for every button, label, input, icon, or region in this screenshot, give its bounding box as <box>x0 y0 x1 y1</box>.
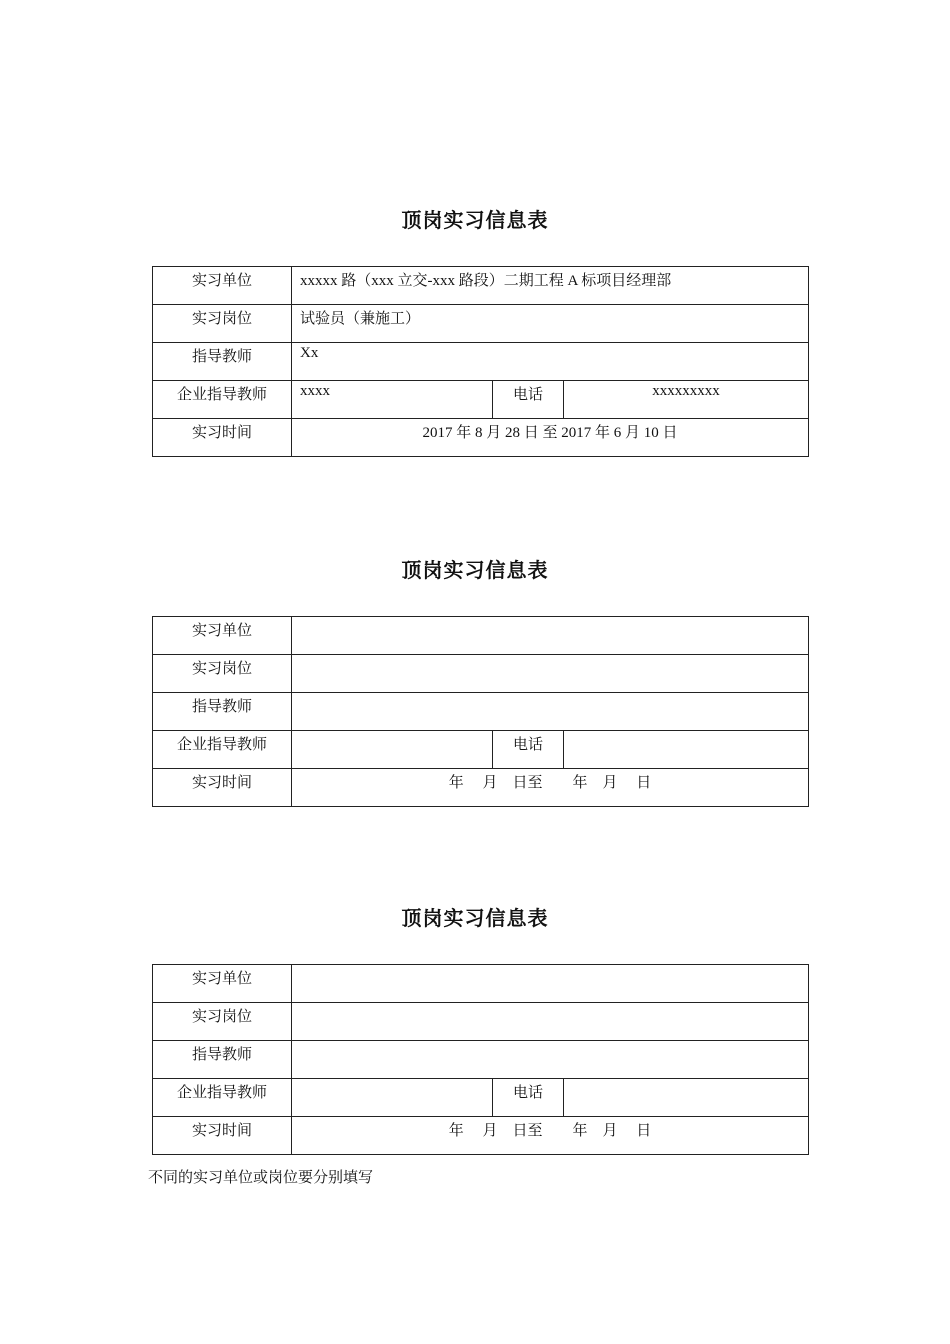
label-teacher: 指导教师 <box>153 693 292 731</box>
label-phone: 电话 <box>493 381 564 419</box>
label-post: 实习岗位 <box>153 1003 292 1041</box>
footnote: 不同的实习单位或岗位要分别填写 <box>148 1170 374 1186</box>
label-enterprise-teacher: 企业指导教师 <box>153 381 292 419</box>
form-1-table <box>152 266 809 457</box>
label-post: 实习岗位 <box>153 305 292 343</box>
value-unit <box>292 965 809 1003</box>
value-time: 年 月 日至 年 月 日 <box>292 769 809 807</box>
value-enterprise-teacher: xxxx <box>292 381 493 419</box>
value-teacher <box>292 693 809 731</box>
value-phone: xxxxxxxxx <box>564 381 809 419</box>
row-time <box>153 419 809 457</box>
form-3-table <box>152 964 809 1155</box>
form-3-title: 顶岗实习信息表 <box>401 906 549 930</box>
row-post <box>153 1003 809 1041</box>
row-post <box>153 655 809 693</box>
label-enterprise-teacher: 企业指导教师 <box>153 1079 292 1117</box>
label-enterprise-teacher: 企业指导教师 <box>153 731 292 769</box>
label-post: 实习岗位 <box>153 655 292 693</box>
row-enterprise-teacher <box>153 731 809 769</box>
label-unit: 实习单位 <box>153 617 292 655</box>
value-unit: xxxxx 路（xxx 立交-xxx 路段）二期工程 A 标项目经理部 <box>292 267 809 305</box>
row-time <box>153 769 809 807</box>
value-post <box>292 655 809 693</box>
label-time: 实习时间 <box>153 419 292 457</box>
value-enterprise-teacher <box>292 731 493 769</box>
row-post <box>153 305 809 343</box>
value-post: 试验员（兼施工） <box>292 305 809 343</box>
row-teacher <box>153 1041 809 1079</box>
label-unit: 实习单位 <box>153 965 292 1003</box>
value-phone <box>564 731 809 769</box>
row-teacher <box>153 693 809 731</box>
value-teacher: Xx <box>292 343 809 381</box>
label-time: 实习时间 <box>153 1117 292 1155</box>
value-post <box>292 1003 809 1041</box>
row-time <box>153 1117 809 1155</box>
label-teacher: 指导教师 <box>153 1041 292 1079</box>
value-time: 2017 年 8 月 28 日 至 2017 年 6 月 10 日 <box>292 419 809 457</box>
row-unit <box>153 965 809 1003</box>
form-2-title: 顶岗实习信息表 <box>401 558 549 582</box>
row-enterprise-teacher <box>153 1079 809 1117</box>
value-teacher <box>292 1041 809 1079</box>
row-unit <box>153 617 809 655</box>
value-unit <box>292 617 809 655</box>
form-2-table <box>152 616 809 807</box>
label-phone: 电话 <box>493 731 564 769</box>
row-teacher <box>153 343 809 381</box>
label-unit: 实习单位 <box>153 267 292 305</box>
value-enterprise-teacher <box>292 1079 493 1117</box>
label-teacher: 指导教师 <box>153 343 292 381</box>
row-enterprise-teacher <box>153 381 809 419</box>
row-unit <box>153 267 809 305</box>
value-time: 年 月 日至 年 月 日 <box>292 1117 809 1155</box>
form-1-title: 顶岗实习信息表 <box>401 208 549 232</box>
value-phone <box>564 1079 809 1117</box>
label-phone: 电话 <box>493 1079 564 1117</box>
label-time: 实习时间 <box>153 769 292 807</box>
